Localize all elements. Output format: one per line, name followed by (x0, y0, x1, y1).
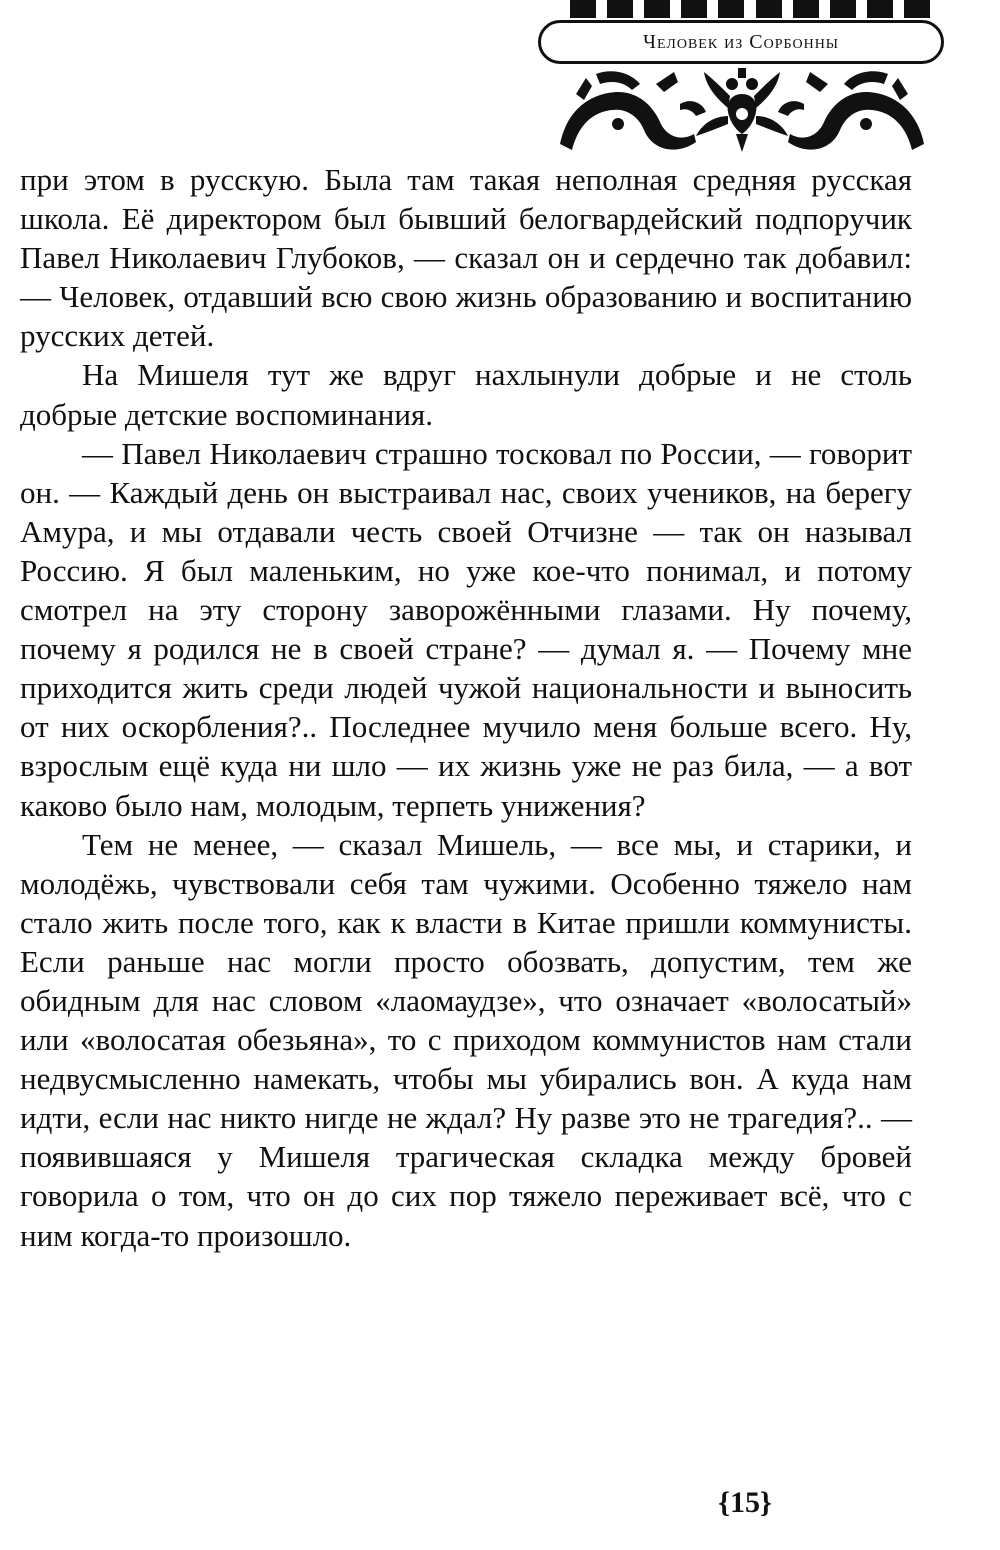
running-header (538, 0, 950, 160)
header-top-bars (570, 0, 930, 18)
header-title: Человек из Сорбонны (538, 20, 944, 64)
body-text (20, 160, 912, 1255)
paragraph: при этом в русскую. Была там такая неполная средняя русская школа. Её директором был бывший белогвардейский подпоручик Павел Николаевич Глубоков, — сказал он и сердечно так добавил: — Человек, отдавший всю свою жизнь образованию и воспитанию русских детей. (20, 162, 912, 354)
dragon-eagle-ornament-icon (556, 64, 928, 156)
paragraph: Тем не менее, — сказал Мишель, — все мы, и старики, и молодёжь, чувствовали себя там чужими. Особенно тяжело нам стало жить после того, как к власти в Китае пришли коммунисты. Если раньше нас могли просто обозвать, допустим, тем же обидным для нас словом «лаомаудзе», что означает «волосатый» или «волосатая обезьяна», то с приходом коммунистов нам стали недвусмысленно намекать, чтобы мы убирались вон. А куда нам идти, если нас никто нигде не ждал? Ну разве это не трагедия?.. — появившаяся у Мишеля трагическая складка между бровей говорила о том, что он до сих пор тяжело переживает всё, что с ним когда-то произошло. (20, 826, 912, 1253)
paragraph: На Мишеля тут же вдруг нахлынули добрые и не столь добрые детские воспоминания. (20, 357, 912, 432)
page-number: {15} (718, 1486, 772, 1519)
paragraph: — Павел Николаевич страшно тосковал по России, — говорит он. — Каждый день он выстраивал нас, своих учеников, на берегу Амура, и мы отдавали честь своей Отчизне — так он называл Россию. Я был маленьким, но уже кое-что понимал, и потому смотрел на эту сторону заворожёнными глазами. Ну почему, почему я родился не в своей стране? — думал я. — Почему мне приходится жить среди людей чужой национальности и выносить от них оскорбления?.. Последнее мучило меня больше всего. Ну, взрослым ещё куда ни шло — их жизнь уже не раз била, — а вот каково было нам, молодым, терпеть унижения? (20, 435, 912, 823)
